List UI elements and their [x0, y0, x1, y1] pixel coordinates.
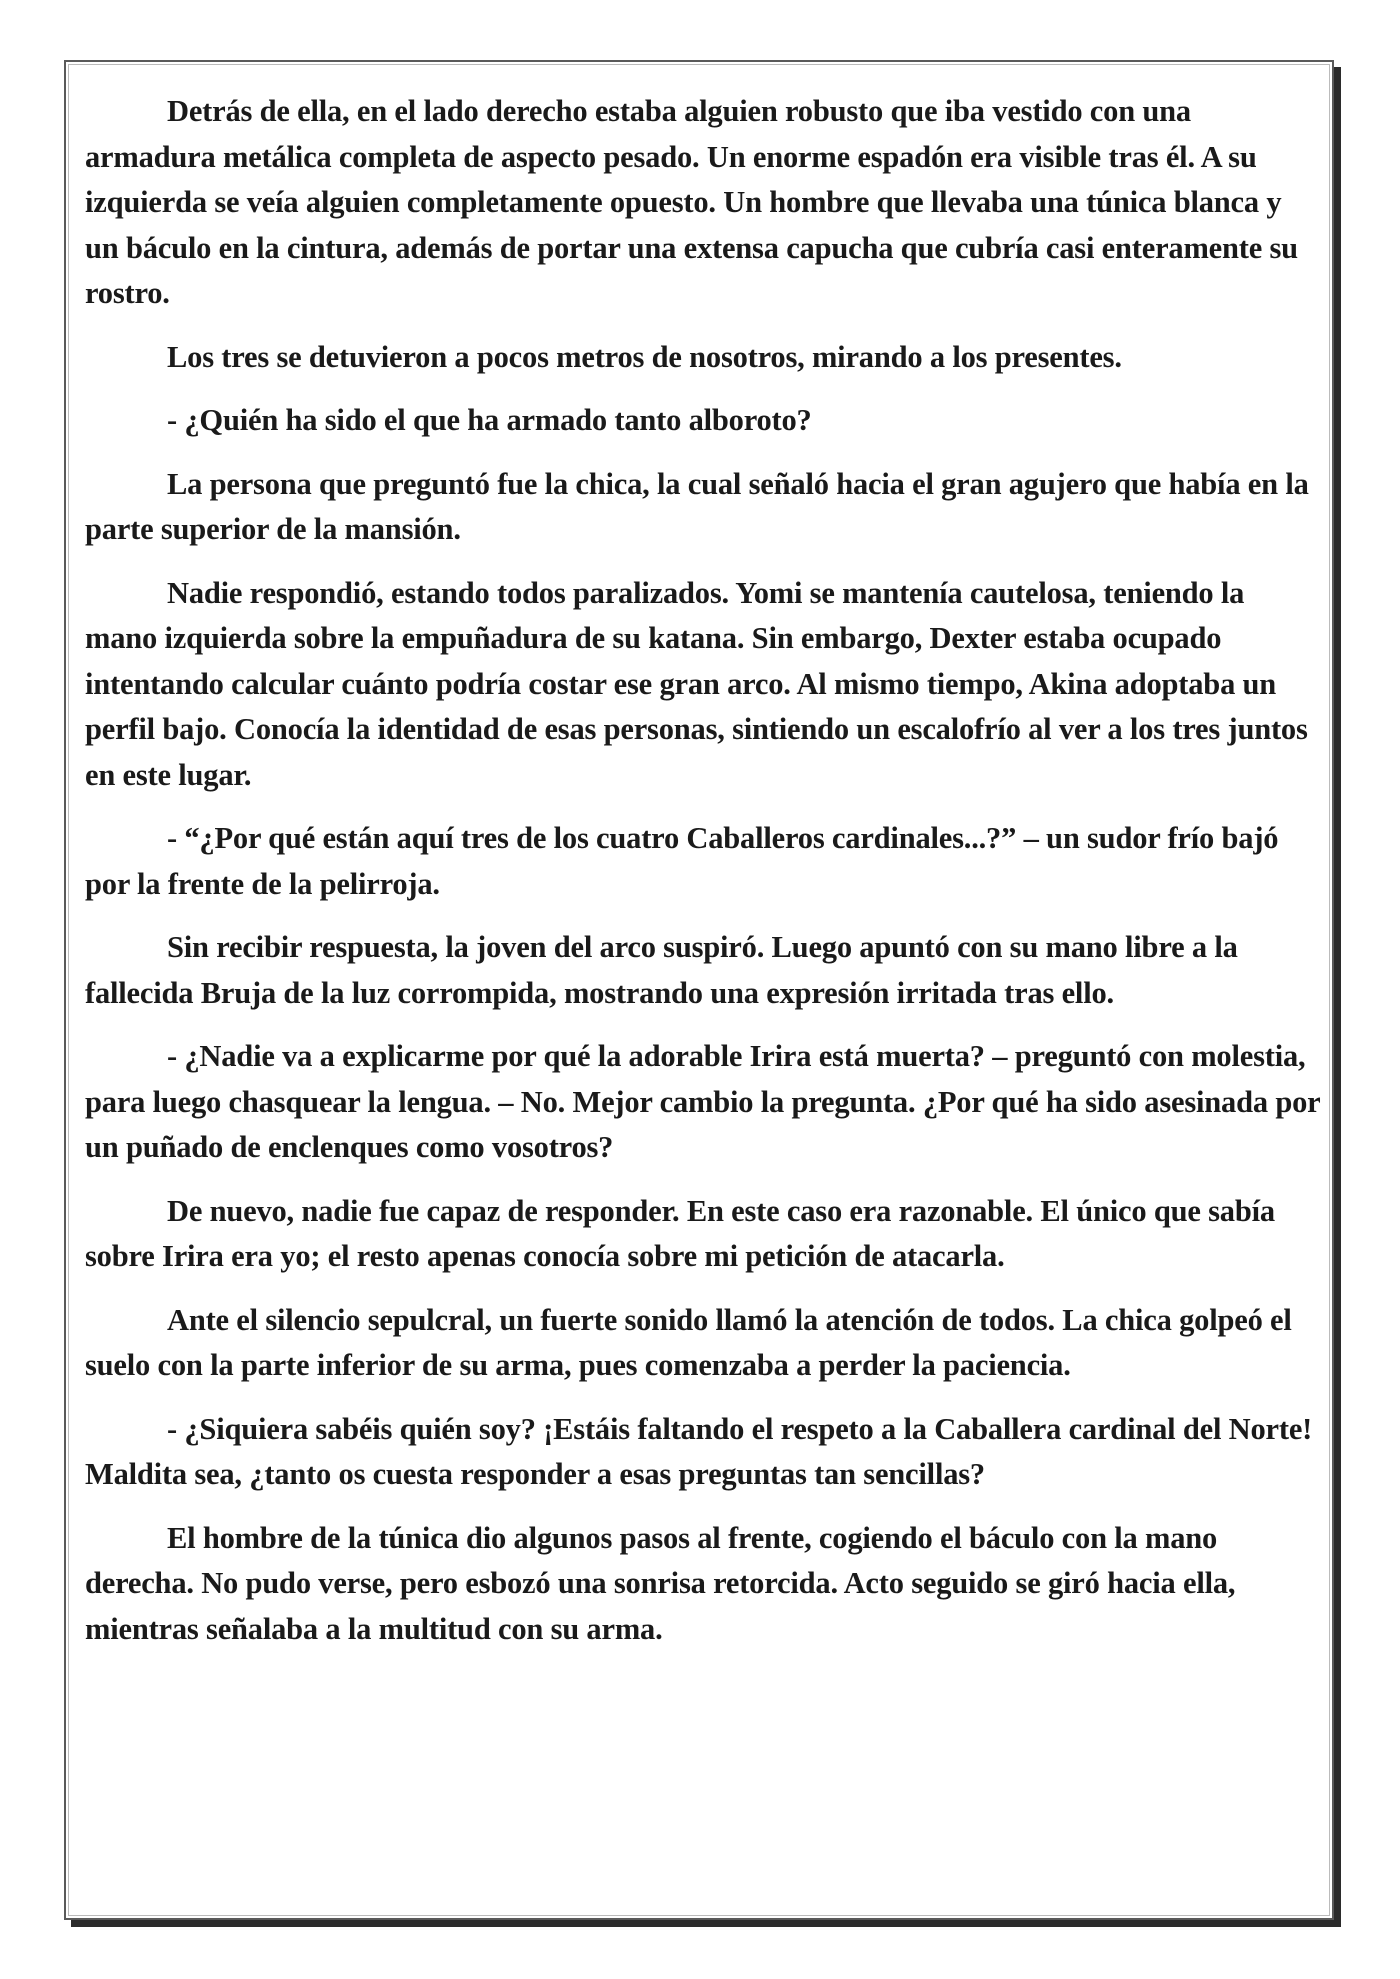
paragraph-2: Los tres se detuvieron a pocos metros de nosotros, mirando a los presentes.: [167, 339, 1122, 374]
paragraph-4: La persona que preguntó fue la chica, la cual señaló hacia el gran agujero que había en la parte superior de la mansión.: [85, 466, 1309, 546]
paragraph-5: Nadie respondió, estando todos paralizados. Yomi se mantenía cautelosa, teniendo la mano izquierda sobre la empuñadura de su katana. Sin embargo, Dexter estaba ocupado intentando calcular cuánto podría costar ese gran arco. Al mismo tiempo, Akina adoptaba un perfil bajo. Conocía la identidad de esas personas, sintiendo un escalofrío al ver a los tres juntos en este lugar.: [85, 575, 1308, 792]
paragraph-10: Ante el silencio sepulcral, un fuerte sonido llamó la atención de todos. La chica golpeó el suelo con la parte inferior de su arma, pues comenzaba a perder la paciencia.: [85, 1302, 1292, 1382]
paragraph-12: El hombre de la túnica dio algunos pasos al frente, cogiendo el báculo con la mano derecha. No pudo verse, pero esbozó una sonrisa retorcida. Acto seguido se giró hacia ella, mientras señalaba a la multitud con su arma.: [85, 1520, 1236, 1646]
paragraph-9: De nuevo, nadie fue capaz de responder. En este caso era razonable. El único que sabía sobre Irira era yo; el resto apenas conocía sobre mi petición de atacarla.: [85, 1193, 1275, 1273]
paragraph-6: - “¿Por qué están aquí tres de los cuatro Caballeros cardinales...?” – un sudor frío bajó por la frente de la pelirroja.: [85, 821, 1279, 901]
paragraph-11: - ¿Siquiera sabéis quién soy? ¡Estáis faltando el respeto a la Caballera cardinal del Norte! Maldita sea, ¿tanto os cuesta responder a esas preguntas tan sencillas?: [85, 1411, 1313, 1491]
page-frame: [64, 60, 1334, 1920]
paragraph-7: Sin recibir respuesta, la joven del arco suspiró. Luego apuntó con su mano libre a la fallecida Bruja de la luz corrompida, mostrando una expresión irritada tras ello.: [85, 930, 1238, 1010]
page-content: [85, 89, 1320, 1670]
paragraph-3: - ¿Quién ha sido el que ha armado tanto alboroto?: [167, 403, 812, 437]
paragraph-1: Detrás de ella, en el lado derecho estaba alguien robusto que iba vestido con una armadura metálica completa de aspecto pesado. Un enorme espadón era visible tras él. A su izquierda se veía alguien completamente opuesto. Un hombre que llevaba una túnica blanca y un báculo en la cintura, además de portar una extensa capucha que cubría casi enteramente su rostro.: [85, 94, 1298, 310]
paragraph-8: - ¿Nadie va a explicarme por qué la adorable Irira está muerta? – preguntó con molestia, para luego chasquear la lengua. – No. Mejor cambio la pregunta. ¿Por qué ha sido asesinada por un puñado de enclenques como vosotros?: [85, 1039, 1320, 1164]
